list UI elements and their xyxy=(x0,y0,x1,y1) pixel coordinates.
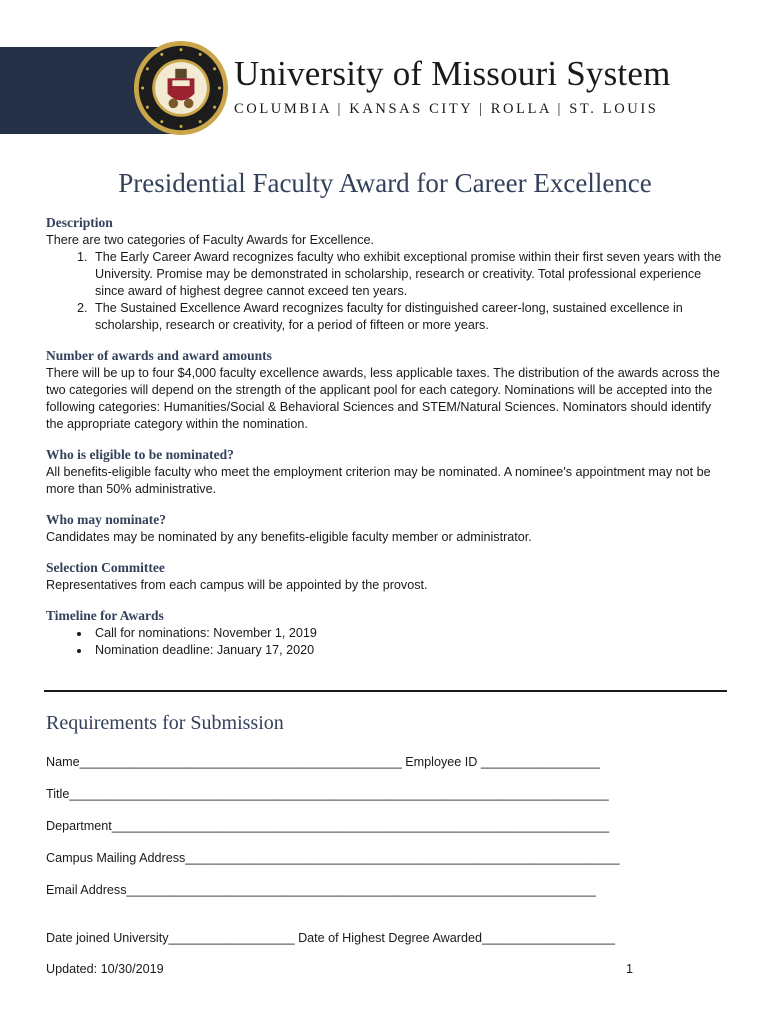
awards-text: There will be up to four $4,000 faculty excellence awards, less applicable taxes. The distribution of the awards across the two categories will depend on the strength of the applicant pool for each category. Nominations will be accepted into the following categories: Humanities/Social & Behavioral Sciences and STEM/Natural Sciences. Nominators should identify the appropriate category within the nomination. xyxy=(46,366,720,431)
description-heading: Description xyxy=(46,215,113,230)
page-title: Presidential Faculty Award for Career Excellence xyxy=(118,168,652,198)
list-item: • Call for nominations: November 1, 2019 xyxy=(91,625,726,642)
award-categories-list xyxy=(46,249,726,334)
section-divider xyxy=(44,690,727,692)
description-intro: There are two categories of Faculty Awards for Excellence. xyxy=(46,233,375,247)
list-item: 2. The Sustained Excellence Award recognizes faculty for distinguished career-long, sustained excellence in scholarship, research or creativity, for a period of fifteen or more years. xyxy=(91,300,726,334)
email-field-row xyxy=(46,883,596,897)
nominate-heading: Who may nominate? xyxy=(46,512,167,527)
eligible-text: All benefits-eligible faculty who meet the employment criterion may be nominated. A nominee's appointment may not be more than 50% administrative. xyxy=(46,465,711,496)
award-description-content xyxy=(46,214,726,659)
mailing-address-input-line[interactable]: ______________________________________________________________ xyxy=(185,851,620,865)
date-joined-input-line[interactable]: __________________ xyxy=(168,931,295,945)
page-number: 1 xyxy=(626,962,634,976)
requirements-heading: Requirements for Submission xyxy=(46,712,284,734)
name-label: Name xyxy=(46,755,80,769)
timeline-list xyxy=(46,625,726,659)
wordmark xyxy=(234,55,671,118)
title-field-row xyxy=(46,787,609,801)
list-item: • Nomination deadline: January 17, 2020 xyxy=(91,642,726,659)
org-name: University of Missouri System xyxy=(234,54,671,93)
committee-text: Representatives from each campus will be appointed by the provost. xyxy=(46,578,428,592)
date-joined-label: Date joined University xyxy=(46,931,169,945)
eligible-heading: Who is eligible to be nominated? xyxy=(46,447,234,462)
department-input-line[interactable]: _______________________________________________________________________ xyxy=(111,819,610,833)
email-input-line[interactable]: ___________________________________________________________________ xyxy=(126,883,596,897)
dates-field-row xyxy=(46,931,615,945)
email-label: Email Address xyxy=(46,883,127,897)
mailing-field-row xyxy=(46,851,620,865)
nominate-text: Candidates may be nominated by any benefits-eligible faculty member or administrator. xyxy=(46,530,532,544)
university-seal-logo xyxy=(133,40,229,136)
employee-id-label: Employee ID xyxy=(405,755,478,769)
committee-heading: Selection Committee xyxy=(46,560,165,575)
mailing-address-label: Campus Mailing Address xyxy=(46,851,186,865)
title-input-line[interactable]: _____________________________________________________________________________ xyxy=(69,787,609,801)
date-degree-input-line[interactable]: ___________________ xyxy=(481,931,616,945)
name-input-line[interactable]: ______________________________________________ xyxy=(79,755,402,769)
title-label: Title xyxy=(46,787,70,801)
department-label: Department xyxy=(46,819,112,833)
employee-id-input-line[interactable]: _________________ xyxy=(480,755,600,769)
list-item: 1. The Early Career Award recognizes faculty who exhibit exceptional promise within their first seven years with the University. Promise may be demonstrated in scholarship, research or creativity. Total professional experience since award of highest degree cannot exceed ten years. xyxy=(91,249,726,300)
timeline-heading: Timeline for Awards xyxy=(46,608,164,623)
campus-list: COLUMBIA | KANSAS CITY | ROLLA | ST. LOUIS xyxy=(234,101,659,117)
date-degree-label: Date of Highest Degree Awarded xyxy=(298,931,482,945)
awards-heading: Number of awards and award amounts xyxy=(46,348,272,363)
name-field-row xyxy=(46,755,600,769)
updated-date: Updated: 10/30/2019 xyxy=(46,962,164,976)
department-field-row xyxy=(46,819,609,833)
